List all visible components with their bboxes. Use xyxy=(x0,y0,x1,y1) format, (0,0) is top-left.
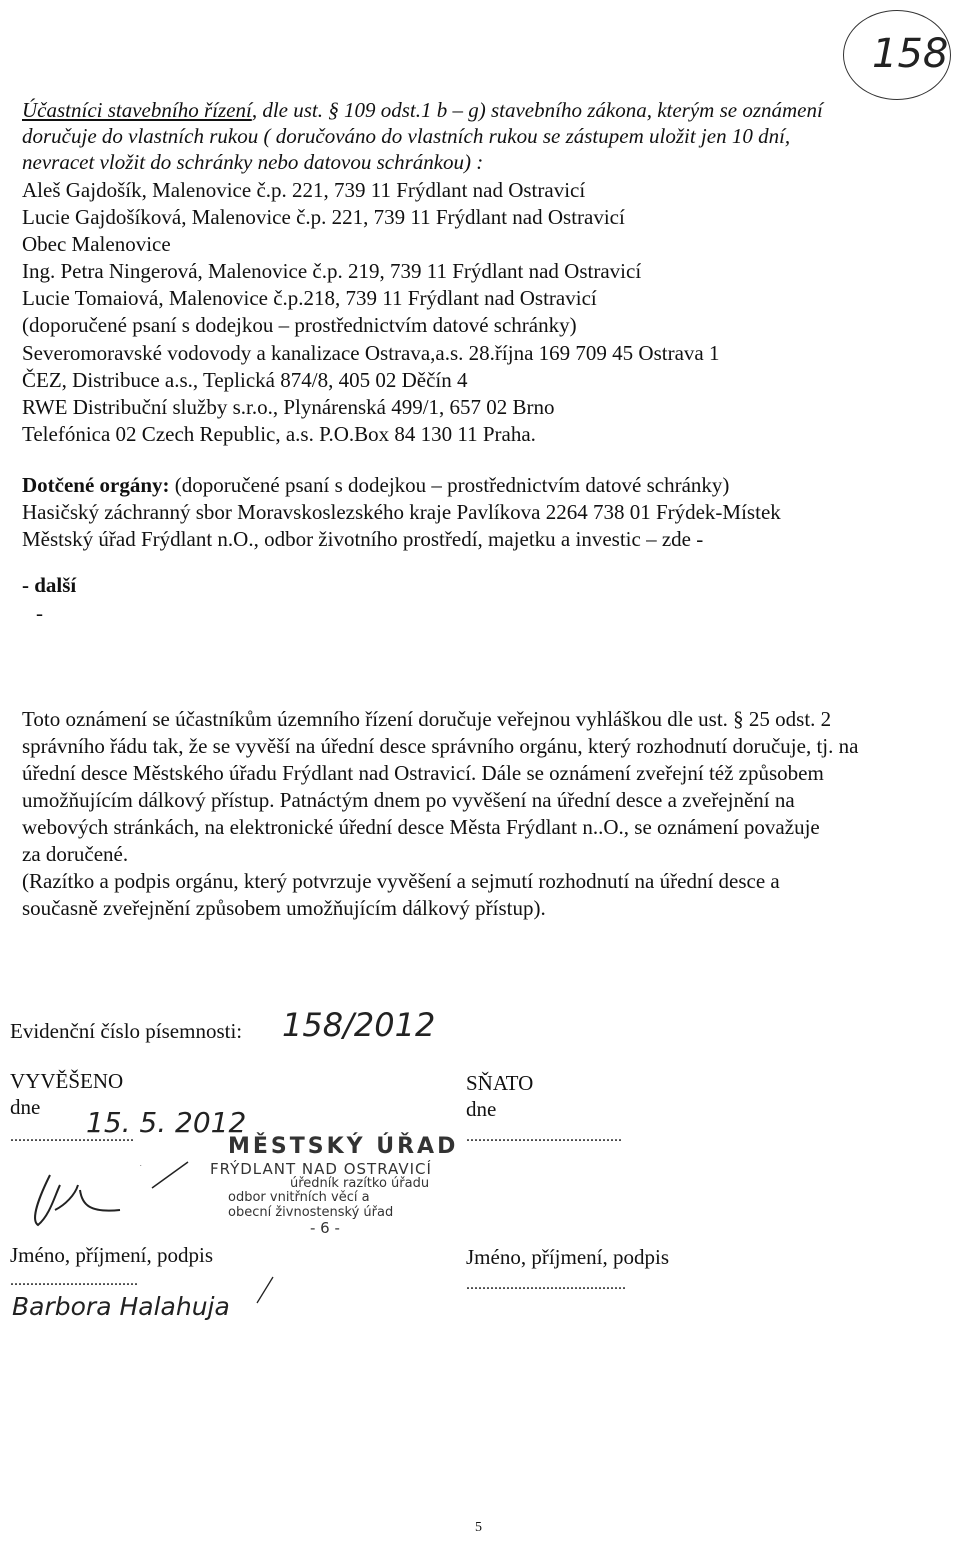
other-dash: - xyxy=(36,601,43,625)
notice-line: úřední desce Městského úřadu Frýdlant nad Ostravicí. Dále se oznámení zveřejní též způsobem xyxy=(22,761,824,785)
posted-title: VYVĚŠENO xyxy=(10,1069,124,1093)
participant-item: Aleš Gajdošík, Malenovice č.p. 221, 739 11 Frýdlant nad Ostravicí xyxy=(22,178,586,202)
posted-sign-dots: ................................ xyxy=(10,1272,138,1289)
participants-heading-rest: , dle ust. § 109 odst.1 b – g) stavebního zákona, kterým se oznámení xyxy=(251,98,823,122)
page-number-circle xyxy=(843,10,951,100)
participant-item: Lucie Tomaiová, Malenovice č.p.218, 739 11 Frýdlant nad Ostravicí xyxy=(22,286,597,310)
stamp-line6: - 6 - xyxy=(310,1219,340,1237)
authority-item: Městský úřad Frýdlant n.O., odbor životního prostředí, majetku a investic – zde - xyxy=(22,527,704,551)
stamp-line3: úředník razítko úřadu xyxy=(290,1176,430,1191)
participants-heading-underlined: Účastníci stavebního řízení xyxy=(22,98,252,122)
notice-line: webových stránkách, na elektronické úřední desce Města Frýdlant n..O., se oznámení považuje xyxy=(22,815,820,839)
participant-item: RWE Distribuční služby s.r.o., Plynárenská 499/1, 657 02 Brno xyxy=(22,395,555,419)
participant-item: Telefónica 02 Czech Republic, a.s. P.O.Box 84 130 11 Praha. xyxy=(22,422,536,446)
stamp-line4: odbor vnitřních věcí a xyxy=(228,1190,370,1205)
removed-sign-dots: ........................................ xyxy=(466,1276,626,1293)
stamp-line1: MĚSTSKÝ ÚŘAD xyxy=(228,1134,459,1159)
evidence-number-handwritten: 158/2012 xyxy=(282,1006,436,1044)
participant-item: Severomoravské vodovody a kanalizace Ostrava,a.s. 28.října 169 709 45 Ostrava 1 xyxy=(22,341,720,365)
removed-title: SŇATO xyxy=(466,1071,534,1095)
participant-item: Obec Malenovice xyxy=(22,232,171,256)
evidence-label: Evidenční číslo písemnosti: xyxy=(10,1019,243,1043)
stamp-line5: obecní živnostenský úřad xyxy=(228,1205,394,1220)
removed-date-label: dne xyxy=(466,1097,497,1121)
authority-item: Hasičský záchranný sbor Moravskoslezského kraje Pavlíkova 2264 738 01 Frýdek-Místek xyxy=(22,500,781,524)
participants-heading-line3: nevracet vložit do schránky nebo datovou schránkou) : xyxy=(22,150,484,174)
other-label: - další xyxy=(22,573,77,597)
participant-item: ČEZ, Distribuce a.s., Teplická 874/8, 405 02 Děčín 4 xyxy=(22,368,468,392)
stamp-line2: FRÝDLANT NAD OSTRAVICÍ xyxy=(210,1160,432,1178)
stamp-note-line: současně zveřejnění způsobem umožňujícím dálkový přístup). xyxy=(22,896,546,920)
posted-sign-label: Jméno, příjmení, podpis xyxy=(10,1243,213,1267)
participant-delivery-note: (doporučené psaní s dodejkou – prostřednictvím datové schránky) xyxy=(22,313,577,337)
participants-heading xyxy=(22,97,823,123)
posted-sign-handwritten-name: Barbora Halahuja xyxy=(12,1292,230,1321)
removed-sign-label: Jméno, příjmení, podpis xyxy=(466,1245,669,1269)
participant-item: Lucie Gajdošíková, Malenovice č.p. 221, 739 11 Frýdlant nad Ostravicí xyxy=(22,205,625,229)
posted-date-handwritten: 15. 5. 2012 xyxy=(86,1106,247,1139)
posted-date-label: dne xyxy=(10,1095,41,1119)
signature-stroke xyxy=(255,1275,275,1305)
notice-line: za doručené. xyxy=(22,842,129,866)
handwritten-page-number: 158 xyxy=(872,31,949,77)
footer-page-number: 5 xyxy=(475,1520,482,1535)
authorities-heading xyxy=(22,472,729,498)
stamp-note-line: (Razítko a podpis orgánu, který potvrzuje vyvěšení a sejmutí rozhodnutí na úřední desce a xyxy=(22,869,780,893)
posted-date-dots: ............................... xyxy=(10,1128,134,1145)
participant-item: Ing. Petra Ningerová, Malenovice č.p. 219, 739 11 Frýdlant nad Ostravicí xyxy=(22,259,642,283)
notice-line: správního řádu tak, že se vyvěší na úřední desce správního orgánu, který rozhodnutí doručuje, tj. na xyxy=(22,734,859,758)
participants-heading-line2: doručuje do vlastních rukou ( doručováno do vlastních rukou se zástupem uložit jen 10 dní, xyxy=(22,124,791,148)
removed-date-dots: ....................................... xyxy=(466,1128,622,1145)
notice-line: umožňujícím dálkový přístup. Patnáctým dnem po vyvěšení na úřední desce a zveřejnění na xyxy=(22,788,795,812)
authorities-note: (doporučené psaní s dodejkou – prostřednictvím datové schránky) xyxy=(169,473,730,497)
notice-line: Toto oznámení se účastníkům územního řízení doručuje veřejnou vyhláškou dle ust. § 25 odst. 2 xyxy=(22,707,832,731)
posted-signature xyxy=(20,1165,170,1240)
signature-stroke xyxy=(150,1160,190,1190)
authorities-label: Dotčené orgány: xyxy=(22,473,170,497)
